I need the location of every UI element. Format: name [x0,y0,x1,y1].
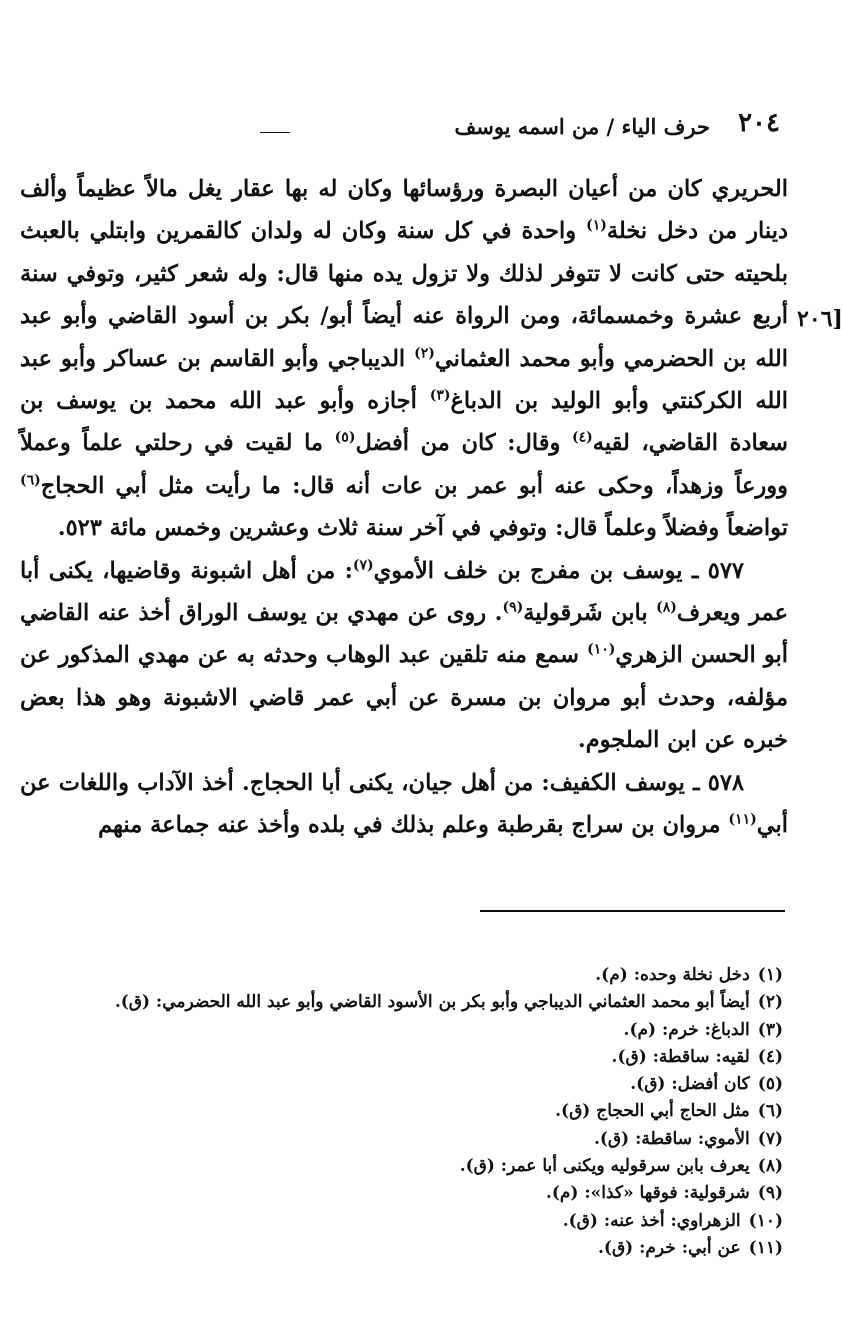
footnote-number: (٢) [757,992,783,1013]
footnote-ref: (١١) [728,811,757,828]
footnote-text: مثل الحاج أبي الحجاج (ق). [555,1101,750,1122]
text-run: مروان بن سراج بقرطبة وعلم بذلك في بلده وأخذ عنه جماعة منهم [98,812,729,839]
footnote-ref: (٩) [502,599,524,616]
text-run: تواضعاً وفضلاً وعلماً قال: وتوفي في آخر سنة ثلاث وعشرين وخمس مائة ٥٢٣. [57,515,788,542]
footnote-ref: (٤) [572,429,593,446]
footnote-number: (١١) [748,1237,783,1258]
body-paragraph [20,762,788,847]
footnote-item [43,1098,783,1125]
footnote-number: (٧) [757,1128,783,1149]
footnote-item [43,1044,783,1071]
body-paragraph [20,168,788,550]
footnote-text: كان أفضل: (ق). [630,1074,750,1095]
footnote-text: عن أبي: خرم: (ق). [598,1237,741,1258]
footnote-text: أيضاً أبو محمد العثماني الديباجي وأبو بكر بن الأسود القاضي وأبو عبد الله الحضرمي: (ق). [114,992,750,1013]
footnote-ref: (٥) [334,429,356,446]
text-run: الحريري كان من أعيان البصرة ورؤسائها وكان له بها عقار يغل مالاً عظيماً وألف دينار من دخل نخلة [20,176,788,245]
footnote-item [43,1071,783,1098]
footnote-number: (٩) [757,1183,783,1204]
text-run: ٥٧٧ ـ يوسف بن مفرج بن خلف الأموي [373,557,744,584]
footnote-text: يعرف بابن سرقوليه ويكنى أبا عمر: (ق). [459,1156,750,1177]
footnote-number: (٦) [757,1101,783,1122]
text-run: وقال: كان من أفضل [355,430,572,457]
footnote-ref: (١٠) [587,641,616,658]
footnote-text: الزهراوي: أخذ عنه: (ق). [562,1210,741,1231]
footnote-item [43,1126,783,1153]
text-run: سمع منه تلقين عبد الوهاب وحدثه به عن مهدي المذكور عن مؤلفه، وحدث أبو مروان بن مسرة عن أبي عمر قاضي الاشبونة وهو هذا بعض خبره عن ابن الملجوم. [20,642,788,754]
footnotes [43,962,783,1262]
footnote-number: (٤) [757,1046,783,1067]
main-text [20,168,788,847]
text-run: واحدة في كل سنة وكان له ولدان كالقمرين وابتلي بالعبث بلحيته حتى كانت لا تتوفر لذلك ولا تزول يده منها قال: وله شعر كثير، وتوفي سنة أربع عشرة وخمسمائة، ومن الرواة عنه أيضاً أبو/ بكر بن أسود القاضي وأبو عبد الله بن الحضرمي وأبو محمد العثماني [20,218,788,372]
footnote-number: (٣) [757,1019,783,1040]
margin-folio-note: [٢٠٦ [797,306,843,332]
footnote-item [43,1153,783,1180]
footnote-ref: (٧) [352,557,374,574]
footnote-item [43,1180,783,1207]
footnote-item [43,989,783,1016]
footnote-number: (٨) [757,1156,783,1177]
page-number: ٢٠٤ [738,108,780,138]
text-run: بابن شَرقولية [523,600,657,627]
footnote-text: الأموي: ساقطة: (ق). [593,1128,750,1149]
body-paragraph [20,550,788,762]
footnote-text: لقيه: ساقطة: (ق). [611,1046,750,1067]
footnote-item [43,1235,783,1262]
footnote-text: دخل نخلة وحده: (م). [595,965,750,985]
footnote-ref: (٢) [414,345,435,362]
footnote-number: (١) [757,965,783,985]
footnote-ref: (١) [586,217,607,234]
text-run: ما لقيت في رحلتي علماً وعملاً وورعاً وزهداً، وحكى عنه أبو عمر بن عات أنه قال: ما رأيت مثل أبي الحجاج [20,430,788,499]
footnote-ref: (٦) [20,472,41,489]
footnote-text: شرقولية: فوقها «كذا»: (م). [545,1183,750,1204]
footnote-text: الدباغ: خرم: (م). [623,1019,750,1040]
text-run: أجازه وأبو عبد الله محمد بن يوسف بن سعادة القاضي، لقيه [20,388,789,457]
footnote-item [43,962,783,989]
header-rule [260,132,290,133]
footnote-item [43,1017,783,1044]
running-title: حرف الياء / من اسمه يوسف [454,114,710,139]
text-run: : من أهل اشبونة وقاضيها، يكنى أبا عمر ويعرف [20,557,788,627]
footnote-number: (٥) [757,1074,783,1095]
footnote-item [43,1208,783,1235]
footnote-ref: (٣) [429,387,451,404]
running-header [30,108,780,144]
footnote-separator [480,910,785,912]
text-run: . روى عن مهدي بن يوسف الوراق أخذ عنه القاضي أبو الحسن الزهري [20,600,789,669]
footnote-number: (١٠) [748,1210,783,1231]
footnote-ref: (٨) [656,599,677,616]
text-run: ٥٧٨ ـ يوسف الكفيف: من أهل جيان، يكنى أبا الحجاج. أخذ الآداب واللغات عن أبي [20,769,788,839]
text-run: الديباجي وأبو القاسم بن عساكر وأبو عبد الله الكركنتي وأبو الوليد بن الدباغ [20,345,788,415]
